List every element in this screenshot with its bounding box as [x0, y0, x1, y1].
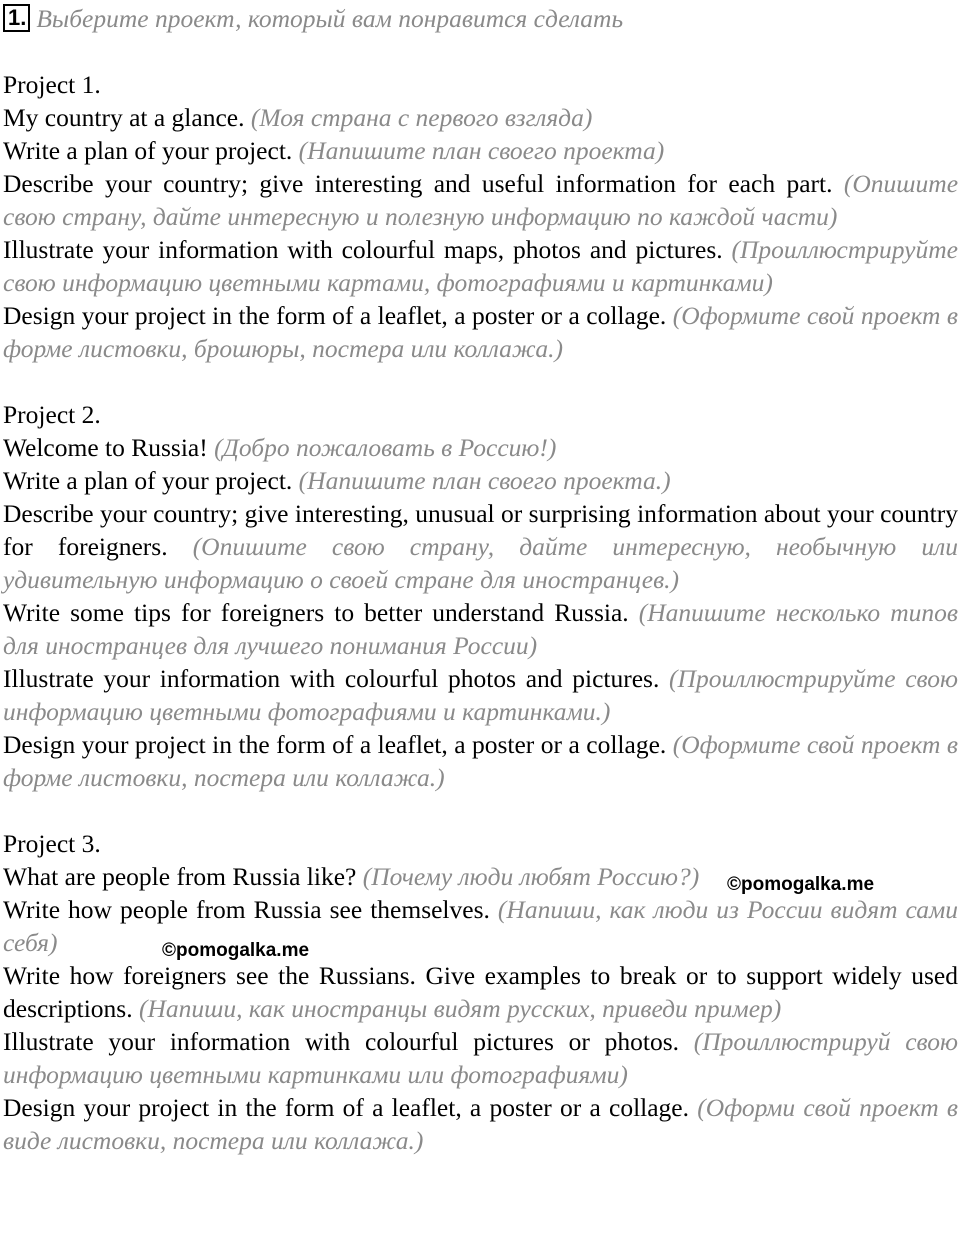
english-text: Welcome to Russia! [3, 433, 208, 462]
english-text: Describe your country; give interesting and useful information for each part. [3, 169, 833, 198]
russian-translation: (Оформите свой проект в форме листовки, брошюры, постера или коллажа.) [3, 301, 958, 363]
russian-translation: (Почему люди любят Россию?) [362, 862, 700, 891]
project-line [3, 101, 958, 134]
russian-translation: (Проиллюстрируйте свою информацию цветными фотографиями и картинками.) [3, 664, 959, 726]
russian-translation: (Проиллюстрируйте свою информацию цветными картами, фотографиями и картинками) [3, 235, 958, 297]
project-section [3, 398, 958, 794]
project-title: Project 1. [3, 70, 101, 99]
project-line [3, 167, 958, 233]
english-text: Illustrate your information with colourful pictures or photos. [3, 1027, 679, 1056]
russian-translation: (Опишите свою страну, дайте интересную и полезную информацию по каждой части) [3, 169, 959, 231]
project-line [3, 959, 958, 1025]
project-line [3, 1091, 958, 1157]
russian-translation: (Оформите свой проект в форме листовки, постера или коллажа.) [3, 730, 958, 792]
task-number: 1. [3, 4, 30, 32]
project-line [3, 497, 958, 596]
russian-translation: (Проиллюстрируй свою информацию цветными картинками или фотографиями) [3, 1027, 958, 1089]
english-text: Design your project in the form of a leaflet, a poster or a collage. [3, 730, 667, 759]
project-line [3, 464, 958, 497]
project-line [3, 134, 958, 167]
english-text: Describe your country; give interesting, unusual or surprising information about your country for foreigners. [3, 499, 958, 561]
russian-translation: (Напиши, как иностранцы видят русских, приведи пример) [138, 994, 782, 1023]
english-text: Illustrate your information with colourful photos and pictures. [3, 664, 660, 693]
project-line [3, 431, 958, 464]
english-text: What are people from Russia like? [3, 862, 357, 891]
project-line [3, 299, 958, 365]
english-text: Write a plan of your project. [3, 136, 293, 165]
project-line [3, 728, 958, 794]
project-line [3, 596, 958, 662]
project-title: Project 2. [3, 400, 101, 429]
russian-translation: (Напишите несколько типов для иностранцев для лучшего понимания России) [3, 598, 959, 660]
english-text: Write some tips for foreigners to better understand Russia. [3, 598, 629, 627]
project-section [3, 68, 958, 365]
russian-translation: (Напишите план своего проекта.) [298, 466, 671, 495]
russian-translation: (Опишите свою страну, дайте интересную, необычную или удивительную информацию о своей стране для иностранцев.) [3, 532, 959, 594]
project-line [3, 233, 958, 299]
task-header [3, 2, 958, 35]
english-text: Write how foreigners see the Russians. Give examples to break or to support widely used descriptions. [3, 961, 958, 1023]
watermark: ©pomogalka.me [727, 874, 875, 895]
project-title: Project 3. [3, 829, 101, 858]
russian-translation: (Напишите план своего проекта) [298, 136, 665, 165]
russian-translation: (Моя страна с первого взгляда) [250, 103, 593, 132]
english-text: My country at a glance. [3, 103, 245, 132]
russian-translation: (Добро пожаловать в Россию!) [214, 433, 557, 462]
english-text: Illustrate your information with colourful maps, photos and pictures. [3, 235, 723, 264]
english-text: Design your project in the form of a leaflet, a poster or a collage. [3, 301, 667, 330]
english-text: Write how people from Russia see themselves. [3, 895, 490, 924]
project-line [3, 662, 958, 728]
watermark: ©pomogalka.me [162, 940, 310, 961]
document-body [3, 2, 958, 1157]
english-text: Design your project in the form of a leaflet, a poster or a collage. [3, 1093, 689, 1122]
project-line [3, 1025, 958, 1091]
task-instruction: Выберите проект, который вам понравится сделать [36, 4, 624, 33]
english-text: Write a plan of your project. [3, 466, 293, 495]
russian-translation: (Оформи свой проект в виде листовки, постера или коллажа.) [3, 1093, 958, 1155]
project-line [3, 893, 958, 959]
projects-list [3, 68, 958, 1157]
russian-translation: (Напиши, как люди из России видят сами себя) [3, 895, 958, 957]
